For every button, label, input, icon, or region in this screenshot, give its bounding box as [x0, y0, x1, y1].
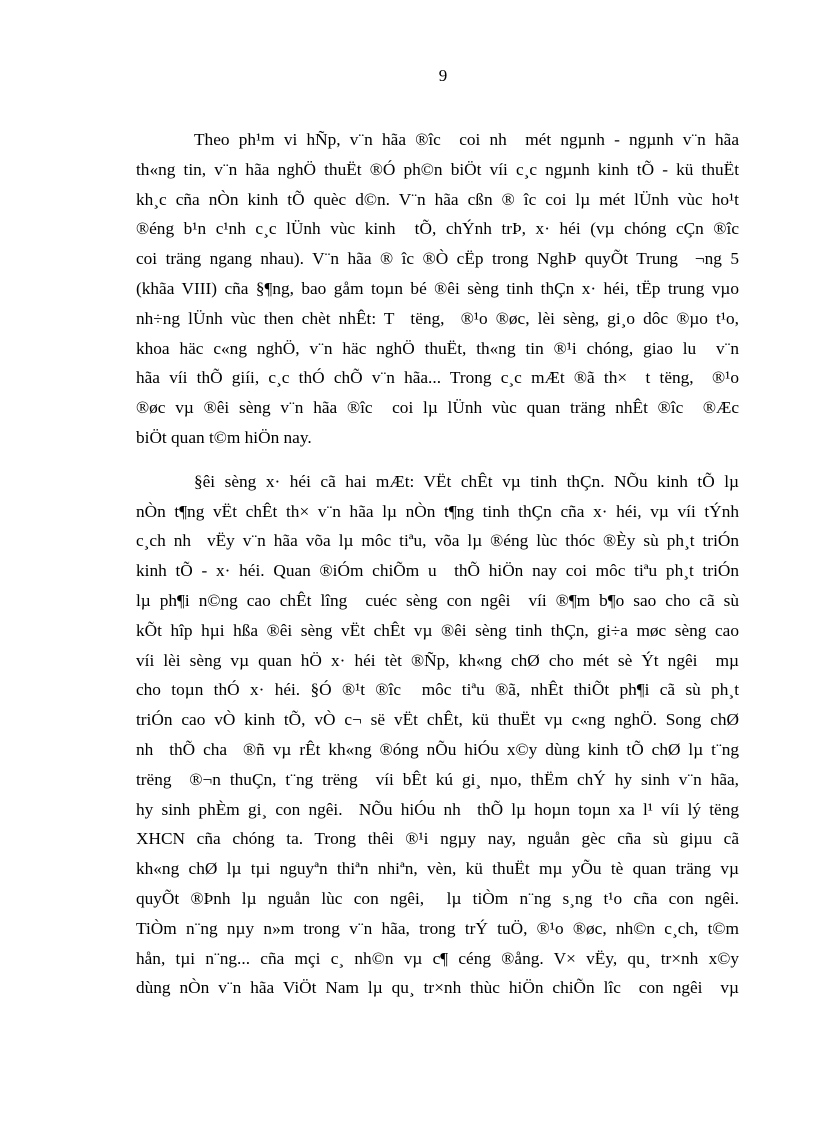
text-line: khoa häc c«ng nghÖ, v¨n häc nghÖ thuËt, th«ng tin ®¹i chóng, giao lu v¨n [136, 338, 739, 358]
text-line: ®éng b¹n c¹nh c¸c lÜnh vùc kinh tÕ, chÝnh trÞ, x· héi (vµ chóng cÇn ®îc [136, 219, 739, 239]
text-line: TiÒm n¨ng nµy n»m trong v¨n hãa, trong trÝ tuÖ, ®¹o ®øc, nh©n c¸ch, t©m [136, 918, 739, 938]
text-line: coi träng ngang nhau). V¨n hãa ® îc ®Ò cËp trong NghÞ quyÕt Trung ¬ng 5 [136, 249, 739, 269]
text-line: Theo ph¹m vi hÑp, v¨n hãa ®îc coi nh mét ngµnh - ngµnh v¨n hãa [194, 130, 739, 149]
text-line: triÓn cao vÒ kinh tÕ, vÒ c¬ së vËt chÊt, kü thuËt vµ c«ng nghÖ. Song chØ [136, 710, 739, 730]
text-line: trëng ®¬n thuÇn, t¨ng trëng víi bÊt kú gi¸ nµo, thËm chÝ hy sinh v¨n hãa, [136, 769, 739, 789]
body-text [136, 125, 739, 1003]
text-line: XHCN cña chóng ta. Trong thêi ®¹i ngµy nay, nguån gèc cña sù giµu cã [136, 829, 739, 849]
text-line: §êi sèng x· héi cã hai mÆt: VËt chÊt vµ tinh thÇn. NÕu kinh tÕ lµ [194, 471, 739, 491]
text-line: kÕt hîp hµi hßa ®êi sèng vËt chÊt vµ ®êi sèng tinh thÇn, gi÷a møc sèng cao [136, 620, 739, 640]
text-line: hy sinh phÈm gi¸ con ngêi. NÕu hiÓu nh thÕ lµ hoµn toµn xa l¹ víi lý tëng [136, 799, 739, 819]
text-line: cho toµn thÓ x· héi. §Ó ®¹t ®îc môc tiªu ®ã, nhÊt thiÕt ph¶i cã sù ph¸t [136, 680, 739, 700]
text-line: kinh tÕ - x· héi. Quan ®iÓm chiÕm u thÕ hiÖn nay coi môc tiªu ph¸t triÓn [136, 561, 739, 581]
text-line: hån, tµi n¨ng... cña mçi c¸ nh©n vµ c¶ céng ®ång. V× vËy, qu¸ tr×nh x©y [136, 948, 739, 968]
text-line: (khãa VIII) cña §¶ng, bao gåm toµn bé ®êi sèng tinh thÇn x· héi, tËp trung vµo [136, 278, 739, 298]
text-line: nÒn t¶ng vËt chÊt th× v¨n hãa lµ nÒn t¶ng tinh thÇn cña x· héi, vµ víi tÝnh [136, 501, 739, 521]
text-line: quyÕt ®Þnh lµ nguån lùc con ngêi, lµ tiÒm n¨ng s¸ng t¹o cña con ngêi. [136, 888, 739, 908]
page-number: 9 [438, 66, 448, 85]
paragraph-spacer [136, 453, 739, 467]
text-line: lµ ph¶i n©ng cao chÊt lîng cuéc sèng con ngêi víi ®¶m b¶o sao cho cã sù [136, 590, 739, 610]
text-line: hãa víi thÕ giíi, c¸c thÓ chÕ v¨n hãa... Trong c¸c mÆt ®ã th× t tëng, ®¹o [136, 368, 739, 388]
text-line: c¸ch nh vËy v¨n hãa võa lµ môc tiªu, võa lµ ®éng lùc thóc ®Èy sù ph¸t triÓn [136, 531, 739, 551]
text-line: ®øc vµ ®êi sèng v¨n hãa ®îc coi lµ lÜnh vùc quan träng nhÊt ®îc ®Æc [136, 398, 739, 418]
text-line: kh«ng chØ lµ tµi nguyªn thiªn nhiªn, vèn, kü thuËt mµ yÕu tè quan träng vµ [136, 859, 739, 879]
text-line: nh thÕ cha ®ñ vµ rÊt kh«ng ®óng nÕu hiÓu x©y dùng kinh tÕ chØ lµ t¨ng [136, 739, 739, 759]
text-line: kh¸c cña nÒn kinh tÕ quèc d©n. V¨n hãa cßn ® îc coi lµ mét lÜnh vùc ho¹t [136, 189, 739, 209]
text-line: víi lèi sèng vµ quan hÖ x· héi tèt ®Ñp, kh«ng chØ cho mét sè Ýt ngêi mµ [136, 650, 739, 670]
paragraph-2 [136, 467, 739, 1003]
text-line: nh÷ng lÜnh vùc then chèt nhÊt: T tëng, ®¹o ®øc, lèi sèng, gi¸o dôc ®µo t¹o, [136, 308, 739, 328]
paragraph-1 [136, 125, 739, 453]
text-line: biÖt quan t©m hiÖn nay. [136, 427, 312, 447]
text-line: dùng nÒn v¨n hãa ViÖt Nam lµ qu¸ tr×nh thùc hiÖn chiÕn lîc con ngêi vµ [136, 978, 739, 998]
text-line: th«ng tin, v¨n hãa nghÖ thuËt ®Ó ph©n biÖt víi c¸c ngµnh kinh tÕ - kü thuËt [136, 159, 739, 179]
